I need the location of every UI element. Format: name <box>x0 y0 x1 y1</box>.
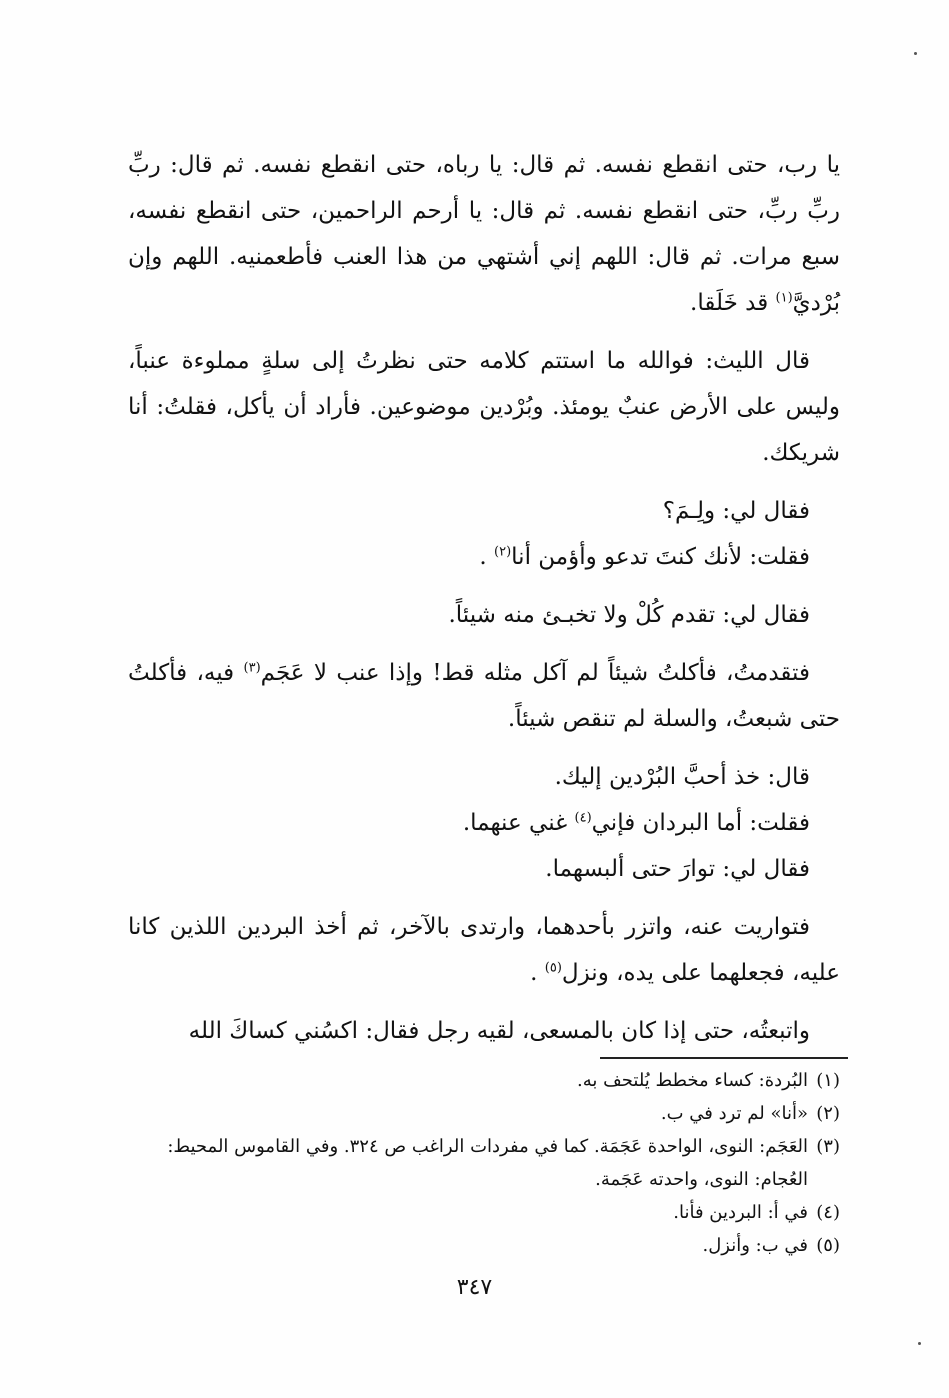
footnote-ref-4: (٤) <box>574 810 592 826</box>
page-number: ٣٤٧ <box>456 1275 493 1300</box>
footnote-5 <box>128 1229 840 1262</box>
scan-speck <box>918 1342 921 1345</box>
footnote-ref-2: (٢) <box>494 544 512 560</box>
footnote-ref-5: (٥) <box>544 960 562 976</box>
dialogue-line-2-text: فقلت: لأنك كنتَ تدعو وأؤمن أنا <box>511 544 810 570</box>
paragraph-1-text: يا رب، حتى انقطع نفسه. ثم قال: يا رباه، حتى انقطع نفسه. ثم قال: ربِّ ربِّ ربِّ، حتى انقطع نفسه. ثم قال: يا أرحم الراحمين، حتى انقطع نفسه، سبع مرات. ثم قال: اللهم إني أشتهي من هذا العنب فأطعمنيه. اللهم وإن بُرْديَّ <box>128 152 840 316</box>
dialogue-block-1 <box>128 488 840 580</box>
paragraph-4 <box>128 904 840 996</box>
dialogue-block-2 <box>128 592 840 638</box>
footnote-text: في ب: وأنزل. <box>702 1235 808 1256</box>
footnote-1 <box>128 1064 840 1097</box>
footnote-number: (٣) <box>816 1136 840 1157</box>
footnote-2 <box>128 1097 840 1130</box>
footnote-text: في أ: البردين فأنا. <box>673 1202 808 1223</box>
paragraph-5 <box>128 1008 840 1054</box>
footnote-number: (١) <box>816 1070 840 1091</box>
paragraph-1-end: قد خَلَقا. <box>690 290 776 316</box>
dialogue-line-2 <box>128 534 810 580</box>
footnote-text: البُردة: كساء مخطط يُلتحف به. <box>577 1070 808 1091</box>
dialogue-line-5-end: غني عنهما. <box>462 810 575 836</box>
footnote-text: العَجَم: النوى، الواحدة عَجَمَة. كما في مفردات الراغب ص ٣٢٤. وفي القاموس المحيط: العُجام: النوى، واحدته عَجَمة. <box>167 1136 808 1190</box>
paragraph-3-end: فيه، فأكلتُ حتى شبعتُ، والسلة لم تنقص شيئاً. <box>128 660 840 732</box>
dialogue-line-4: قال: خذ أحبَّ البُرْدين إليك. <box>554 764 810 790</box>
main-text <box>128 142 840 1066</box>
dialogue-line-1: فقال لي: ولِـمَ؟ <box>662 498 810 524</box>
dialogue-line-6: فقال لي: توارَ حتى ألبسهما. <box>545 856 810 882</box>
dialogue-line-3: فقال لي: تقدم كُلْ ولا تخبـئ منه شيئاً. <box>448 602 810 628</box>
paragraph-2-text: قال الليث: فوالله ما استتم كلامه حتى نظرتُ إلى سلةٍ مملوءة عنباً، وليس على الأرض عنبٌ يومئذ. وبُرْدين موضوعين. فأراد أن يأكل، فقلتُ: أنا شريكك. <box>128 348 840 466</box>
dialogue-line-5 <box>128 800 810 846</box>
dialogue-line-5-text: فقلت: أما البردان فإني <box>591 810 810 836</box>
footnote-divider <box>600 1057 848 1059</box>
paragraph-2 <box>128 338 840 476</box>
footnote-ref-3: (٣) <box>243 660 261 676</box>
paragraph-3-text: فتقدمتُ، فأكلتُ شيئاً لم آكل مثله قط! وإذا عنب لا عَجَم <box>260 660 810 686</box>
paragraph-1 <box>128 142 840 326</box>
paragraph-5-text: واتبعتُه، حتى إذا كان بالمسعى، لقيه رجل فقال: اكسُني كساكَ الله <box>188 1018 810 1044</box>
footnote-text: «أنا» لم ترد في ب. <box>660 1103 808 1124</box>
footnote-4 <box>128 1196 840 1229</box>
dialogue-line-2-end: . <box>479 544 495 570</box>
footnotes <box>128 1064 840 1262</box>
footnote-3 <box>128 1130 840 1196</box>
footnote-number: (٤) <box>816 1202 840 1223</box>
scan-speck <box>914 52 917 55</box>
paragraph-3 <box>128 650 840 742</box>
footnote-number: (٢) <box>816 1103 840 1124</box>
paragraph-4-text: فتواريت عنه، واتزر بأحدهما، وارتدى بالآخر، ثم أخذ البردين اللذين كانا عليه، فجعلهما على يده، ونزل <box>128 914 840 986</box>
dialogue-block-3 <box>128 754 840 892</box>
footnote-number: (٥) <box>816 1235 840 1256</box>
footnote-ref-1: (١) <box>775 290 793 306</box>
paragraph-4-end: . <box>530 960 545 986</box>
